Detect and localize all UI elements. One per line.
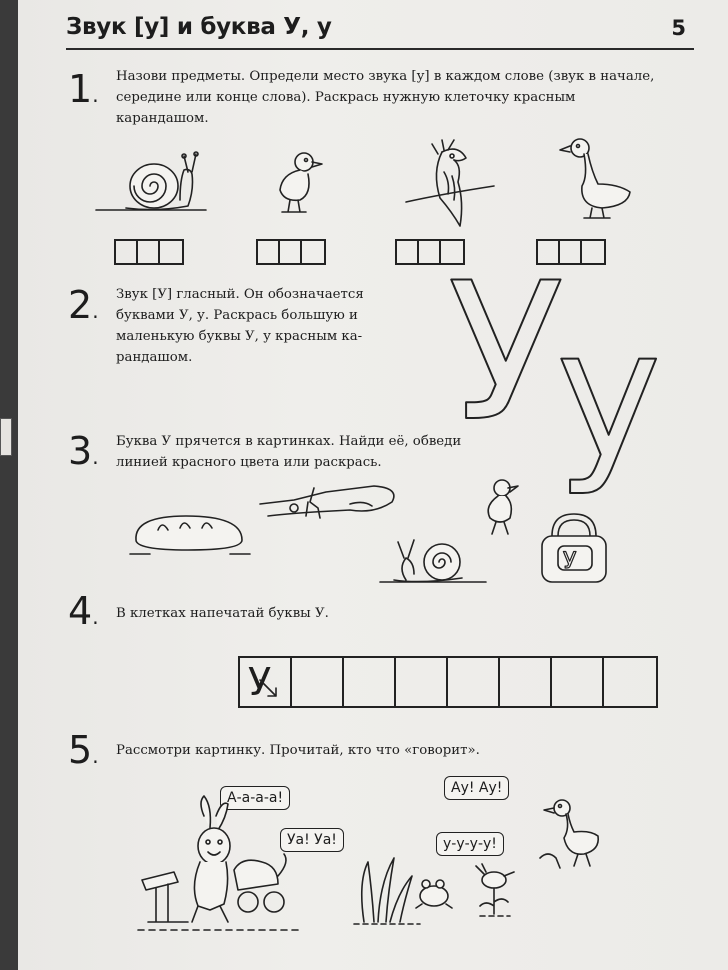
beetle-icon xyxy=(466,862,526,922)
binding-tab xyxy=(0,418,12,456)
cell-middle[interactable] xyxy=(138,241,160,263)
task-5-number: 5. xyxy=(68,728,99,772)
cell-end[interactable] xyxy=(582,241,604,263)
loaf-icon[interactable] xyxy=(130,510,250,556)
duckling-icon[interactable] xyxy=(482,476,528,542)
task-2-number: 2. xyxy=(68,283,99,327)
sound-position-cells-2[interactable] xyxy=(256,239,326,265)
duckling-icon xyxy=(268,150,328,220)
task-1-instructions: Назови предметы. Определи место звука [у] в каждом слове (звук в начале, середине или конце слова). Раскрась нужную клеточку красным карандашом. xyxy=(116,69,655,126)
page-title: Звук [у] и буква У, у xyxy=(66,14,332,40)
task-2-instructions: Звук [У] гласный. Он обозначается буквами У, у. Раскрась большую и маленькую буквы У, у красным карандашом. xyxy=(116,287,364,365)
hare-icon xyxy=(138,806,308,936)
cell-end[interactable] xyxy=(302,241,324,263)
letter-writing-grid[interactable] xyxy=(238,656,658,708)
task-1-number: 1. xyxy=(68,67,99,111)
cell-start[interactable] xyxy=(116,241,138,263)
grid-cell[interactable] xyxy=(344,658,396,706)
page-number: 5 xyxy=(671,16,686,40)
cell-start[interactable] xyxy=(397,241,419,263)
speech-bubble-aaaa: А-а-а-а! xyxy=(220,786,290,810)
cell-start[interactable] xyxy=(258,241,280,263)
grid-cell[interactable] xyxy=(396,658,448,706)
task-3-number: 3. xyxy=(68,429,99,473)
grid-cell-sample xyxy=(240,658,292,706)
sample-letter: У xyxy=(248,660,272,704)
cell-middle[interactable] xyxy=(419,241,441,263)
task-5-instructions: Рассмотри картинку. Прочитай, кто что «говорит». xyxy=(116,743,480,758)
speech-bubble-uuuu: у-у-у-у! xyxy=(436,832,504,856)
outline-letters-uu[interactable] xyxy=(448,242,698,498)
header-rule xyxy=(66,48,694,50)
goose-icon xyxy=(558,136,638,226)
big-letter-outline: У xyxy=(448,242,564,463)
small-letter-outline: у xyxy=(556,291,662,498)
cell-end[interactable] xyxy=(160,241,182,263)
speech-bubble-uaua: Уа! Уа! xyxy=(280,828,344,852)
task-4-instructions: В клетках напечатай буквы У. xyxy=(116,606,329,621)
cell-middle[interactable] xyxy=(280,241,302,263)
sound-position-cells-1[interactable] xyxy=(114,239,184,265)
speech-bubble-auau: Ау! Ау! xyxy=(444,776,509,800)
arrow-icon xyxy=(260,680,280,700)
workbook-page xyxy=(18,0,728,970)
snail-icon[interactable] xyxy=(380,528,490,588)
grid-cell[interactable] xyxy=(448,658,500,706)
parrot-icon xyxy=(402,142,502,232)
duckling-icon xyxy=(538,796,608,872)
task-4-number: 4. xyxy=(68,589,99,633)
frog-icon xyxy=(414,874,454,910)
snail-icon xyxy=(96,150,216,220)
bag-icon[interactable] xyxy=(534,512,614,588)
page-header xyxy=(66,14,686,48)
grid-cell[interactable] xyxy=(292,658,344,706)
grid-cell[interactable] xyxy=(604,658,656,706)
grid-cell[interactable] xyxy=(500,658,552,706)
book-binding-edge xyxy=(0,0,18,970)
task-3-instructions: Буква У прячется в картинках. Найди её, обведи линией красного цвета или раскрась. xyxy=(116,434,462,470)
bag-letter: У xyxy=(563,549,577,574)
grid-cell[interactable] xyxy=(552,658,604,706)
